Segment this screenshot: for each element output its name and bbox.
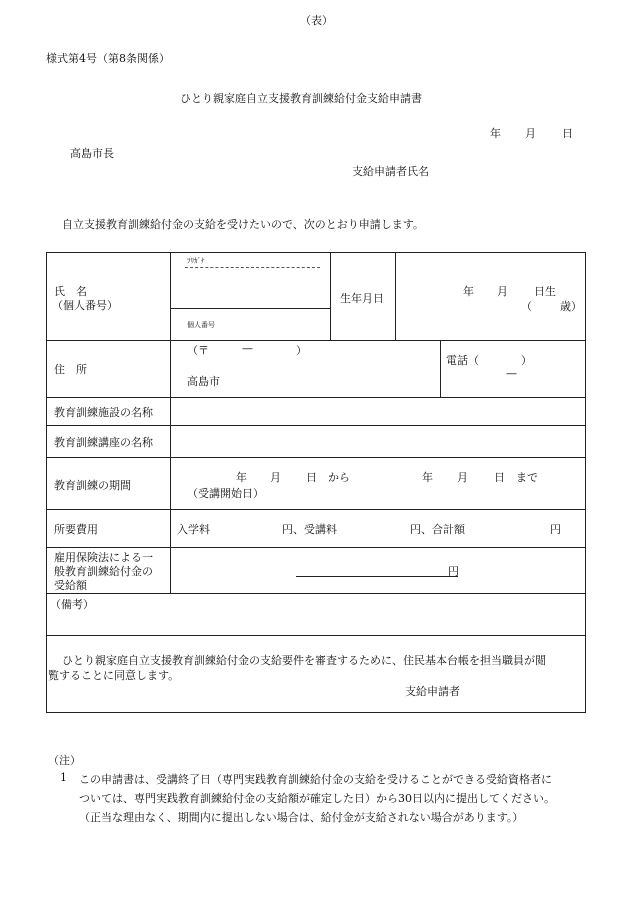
note-line2: ついては、専門実践教育訓練給付金の支給額が確定した日）から30日以内に提出してください。: [79, 792, 555, 805]
row-divider: [46, 547, 586, 548]
facility-field[interactable]: [172, 399, 584, 423]
postal-close: ）: [296, 344, 307, 357]
cost-field[interactable]: [172, 511, 584, 545]
total-yen: 円: [550, 523, 561, 536]
tuition-label: 円、受講料: [282, 523, 337, 536]
furigana-label: ﾌﾘｶﾞﾅ: [187, 257, 205, 265]
applicant-name-label: 支給申請者氏名: [352, 165, 429, 178]
insurance-label-line3: 受給額: [54, 579, 87, 592]
phone-label: 電話（: [446, 354, 479, 367]
period-end-day: 日 まで: [494, 471, 538, 484]
period-start-month: 月: [270, 471, 281, 484]
col-divider: [395, 252, 396, 340]
note-line1: この申請書は、受講終了日（専門実践教育訓練給付金の支給を受けることができる受給資格者に: [79, 773, 552, 786]
postal-dash: —: [242, 342, 253, 355]
note-number: 1: [60, 771, 67, 784]
row-divider: [170, 308, 330, 309]
period-start-year: 年: [236, 471, 247, 484]
consent-line1: ひとり親家庭自立支援教育訓練給付金の支給要件を審査するために、住民基本台帳を担当職員が閲: [62, 654, 546, 667]
form-number: 様式第4号（第8条関係）: [46, 52, 170, 65]
insurance-label-line2: 般教育訓練給付金の: [54, 565, 153, 578]
remarks-label: （備考）: [50, 598, 94, 611]
admission-fee-label: 入学料: [177, 523, 210, 536]
period-end-year: 年: [422, 471, 433, 484]
individual-number-field[interactable]: [230, 310, 328, 338]
col-divider: [440, 340, 441, 397]
consent-signature-field[interactable]: [470, 680, 580, 704]
city-prefill: 高島市: [187, 375, 220, 388]
phone-dash: —: [506, 367, 517, 380]
address-label: 住 所: [54, 363, 87, 376]
period-end-month: 月: [457, 471, 468, 484]
insurance-underline: [296, 576, 458, 577]
insurance-label-line1: 雇用保険法による一: [54, 551, 153, 564]
phone-field[interactable]: [480, 346, 520, 380]
total-label: 円、合計額: [410, 523, 465, 536]
row-divider: [46, 397, 586, 398]
date-year-label: 年: [490, 127, 501, 140]
name-label: 氏 名: [54, 285, 87, 298]
date-day-label: 日: [562, 127, 573, 140]
course-label: 教育訓練講座の名称: [54, 436, 153, 449]
insurance-yen: 円: [448, 565, 459, 578]
note-line3: （正当な理由なく、期間内に提出しない場合は、給付金が支給されない場合があります。）: [79, 811, 524, 824]
date-month-label: 月: [525, 127, 536, 140]
name-field[interactable]: [172, 270, 328, 306]
address-field[interactable]: [230, 360, 435, 394]
insurance-field[interactable]: [296, 555, 446, 575]
postal-open: （〒: [187, 344, 209, 357]
cost-label: 所要費用: [54, 523, 98, 536]
phone-close: ）: [521, 354, 532, 367]
col-divider: [170, 252, 171, 593]
facility-label: 教育訓練施設の名称: [54, 406, 153, 419]
individual-number-label: （個人番号）: [52, 299, 118, 312]
row-divider: [46, 593, 586, 594]
consent-applicant-label: 支給申請者: [405, 685, 460, 698]
notes-heading: （注）: [48, 754, 81, 767]
row-divider: [46, 340, 586, 341]
remarks-field[interactable]: [48, 610, 584, 633]
age-close: 歳）: [560, 300, 582, 313]
period-start-note: （受講開始日）: [187, 487, 264, 500]
dob-month: 月: [497, 285, 508, 298]
addressee: 高島市長: [70, 147, 114, 160]
individual-number-field-label: 個人番号: [187, 321, 215, 329]
dob-label: 生年月日: [340, 292, 384, 305]
period-start-day: 日 から: [306, 471, 350, 484]
period-field[interactable]: [172, 459, 584, 507]
dob-day: 日生: [534, 285, 556, 298]
row-divider: [46, 635, 586, 636]
dob-field[interactable]: [397, 254, 584, 338]
furigana-dashed-line: [185, 267, 320, 268]
form-title: ひとり親家庭自立支援教育訓練給付金支給申請書: [180, 92, 422, 105]
consent-line2: 覧することに同意します。: [48, 669, 180, 682]
row-divider: [46, 425, 586, 426]
row-divider: [46, 457, 586, 458]
course-field[interactable]: [172, 427, 584, 455]
row-divider: [46, 509, 586, 510]
dob-year: 年: [463, 285, 474, 298]
intro-text: 自立支援教育訓練給付金の支給を受けたいので、次のとおり申請します。: [62, 218, 424, 231]
age-open: （: [521, 300, 532, 313]
period-label: 教育訓練の期間: [54, 479, 131, 492]
page-side-label: （表）: [300, 14, 333, 27]
col-divider: [330, 252, 331, 340]
